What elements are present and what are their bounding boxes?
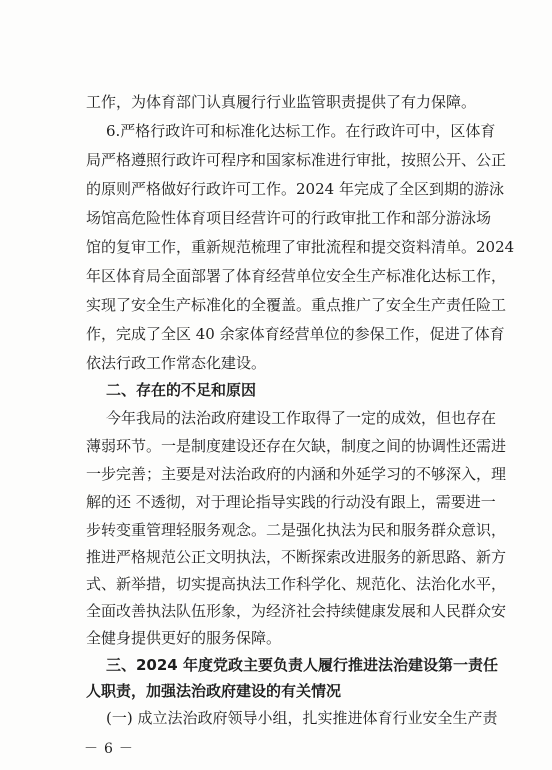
document-page: 工作，为体育部门认真履行行业监管职责提供了有力保障。 6.严格行政许可和标准化达标工作。在行政许可中，区体育 局严格遵照行政许可程序和国家标准进行审批，按照公开、公正 的原则严格做好行政许可工作。2024 年完成了全区到期的游泳 场馆高危险性体育项目经营许可的行政审批工作和部分游泳场 馆的复审工作，重新规范梳理了审批流程和提交资料清单。2024 年区体育局全面部署了体育经营单位安全生产标准化达标工作， 实现了安全生产标准化的全覆盖。重点推广了安全生产责任险工 作，完成了全区 40 余家体育经营单位的参保工作，促进了体育 依法行政工作常态化建设。 二、存在的不足和原因 今年我局的法治政府建设工作取得了一定的成效，但也存在 薄弱环节。一是制度建设还存在欠缺，制度之间的协调性还需进 一步完善；主要是对法治政府的内涵和外延学习的不够深入，理 解的还 不透彻，对于理论指导实践的行动没有跟上，需要进一 步转变重管理轻服务观念。二是强化执法为民和服务群众意识， 推进严格规范公正文明执法，不断探索改进服务的新思路、新方 式、新举措，切实提高执法工作科学化、规范化、法治化水平， 全面改善执法队伍形象，为经济社会持续健康发展和人民群众安 全健身提供更好的服务保障。 三、2024 年度党政主要负责人履行推进法治建设第一责任 人职责，加强法治政府建设的有关情况 (一) 成立法治政府领导小组，扎实推进体育行业安全生产责 －6－: [0, 0, 552, 770]
page-number: －6－: [84, 741, 139, 757]
